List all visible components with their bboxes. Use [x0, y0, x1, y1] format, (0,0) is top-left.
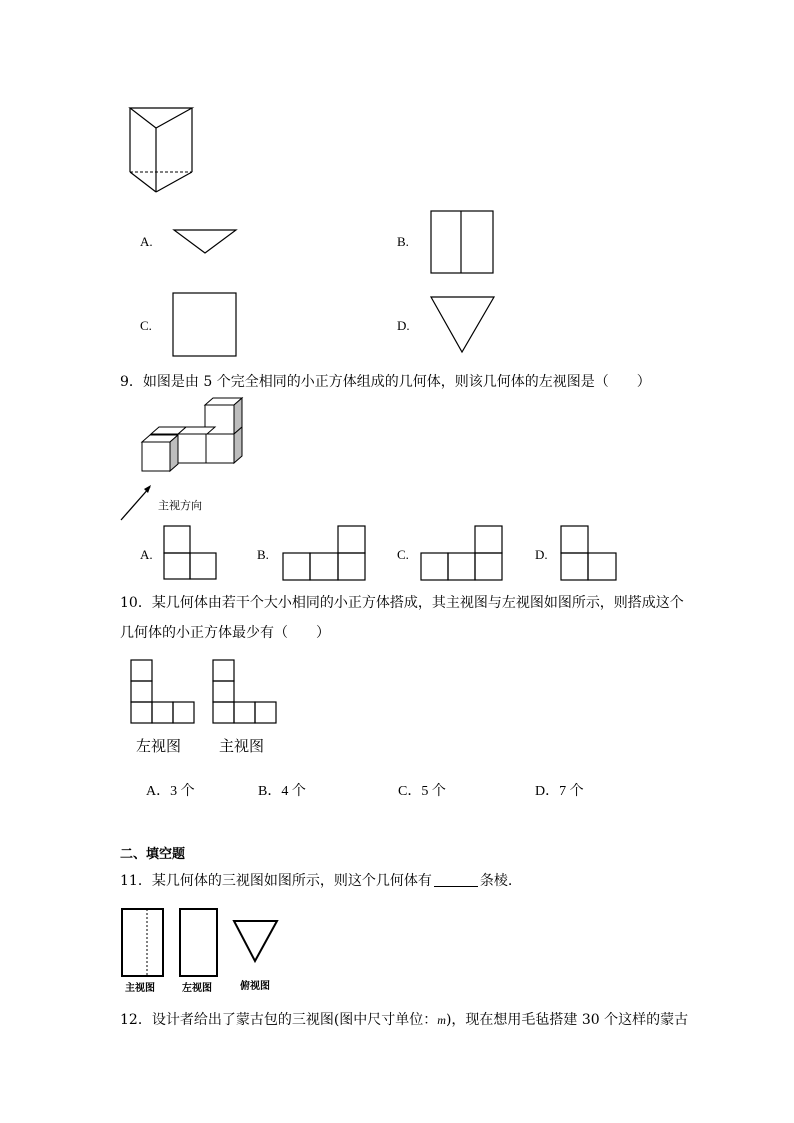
section-title: 二、填空题	[120, 847, 186, 862]
q9-option-c-shape	[420, 525, 504, 582]
q11-answer-blank[interactable]	[434, 872, 478, 887]
q11-text-before: 11．某几何体的三视图如图所示，则这个几何体有	[120, 873, 432, 889]
view-direction-arrow	[119, 484, 153, 522]
q12-text	[120, 1008, 688, 1032]
q8-option-a-letter: A.	[140, 234, 153, 249]
q10-front-view-label: 主视图	[219, 737, 265, 755]
q9-option-a-shape	[163, 525, 217, 581]
q10-left-view-figure	[130, 659, 196, 725]
q9-cube-figure	[141, 397, 245, 473]
q8-option-b-letter: B.	[397, 234, 409, 249]
q8-option-c-shape	[172, 292, 238, 358]
q9-option-d-shape	[560, 525, 618, 582]
q9-option-a-letter: A.	[140, 547, 153, 562]
q12-unit: m	[437, 1013, 446, 1027]
q8-option-d-shape	[430, 296, 496, 354]
q11-text	[120, 869, 512, 893]
q8-option-a-shape	[173, 229, 239, 255]
q8-option-b-shape	[430, 210, 494, 274]
triangular-prism-figure	[128, 106, 196, 190]
q8-option-c-letter: C.	[140, 318, 152, 333]
q11-top-view-label: 俯视图	[240, 981, 270, 992]
view-direction-label: 主视方向	[158, 499, 202, 512]
q11-text-after: 条棱.	[479, 873, 513, 889]
q10-option-d: D．7 个	[535, 784, 584, 799]
q8-option-d-letter: D.	[397, 318, 410, 333]
q12-text-after: )，现在想用毛毡搭建 30 个这样的蒙古	[445, 1012, 689, 1028]
q10-option-a: A．3 个	[146, 784, 195, 799]
q11-left-view-label: 左视图	[182, 983, 212, 994]
q10-option-c: C．5 个	[398, 784, 446, 799]
q10-front-view-figure	[212, 659, 278, 725]
q10-text-line2: 几何体的小正方体最少有（ ）	[120, 625, 330, 641]
q12-text-before: 12．设计者给出了蒙古包的三视图(图中尺寸单位：	[120, 1012, 438, 1028]
q9-option-b-letter: B.	[257, 547, 269, 562]
q9-option-b-shape	[282, 525, 366, 582]
q9-option-d-letter: D.	[535, 547, 548, 562]
q10-option-b: B．4 个	[258, 784, 306, 799]
q11-top-view-figure	[233, 920, 279, 964]
q10-text-line1: 10．某几何体由若干个大小相同的小正方体搭成，其主视图与左视图如图所示，则搭成这个	[120, 595, 684, 611]
q11-front-view-figure	[121, 908, 165, 978]
q11-front-view-label: 主视图	[125, 983, 155, 994]
q10-left-view-label: 左视图	[136, 737, 182, 755]
q9-option-c-letter: C.	[397, 547, 409, 562]
q11-left-view-figure	[179, 908, 219, 978]
q9-text: 9．如图是由 5 个完全相同的小正方体组成的几何体，则该几何体的左视图是（ ）	[120, 374, 651, 390]
